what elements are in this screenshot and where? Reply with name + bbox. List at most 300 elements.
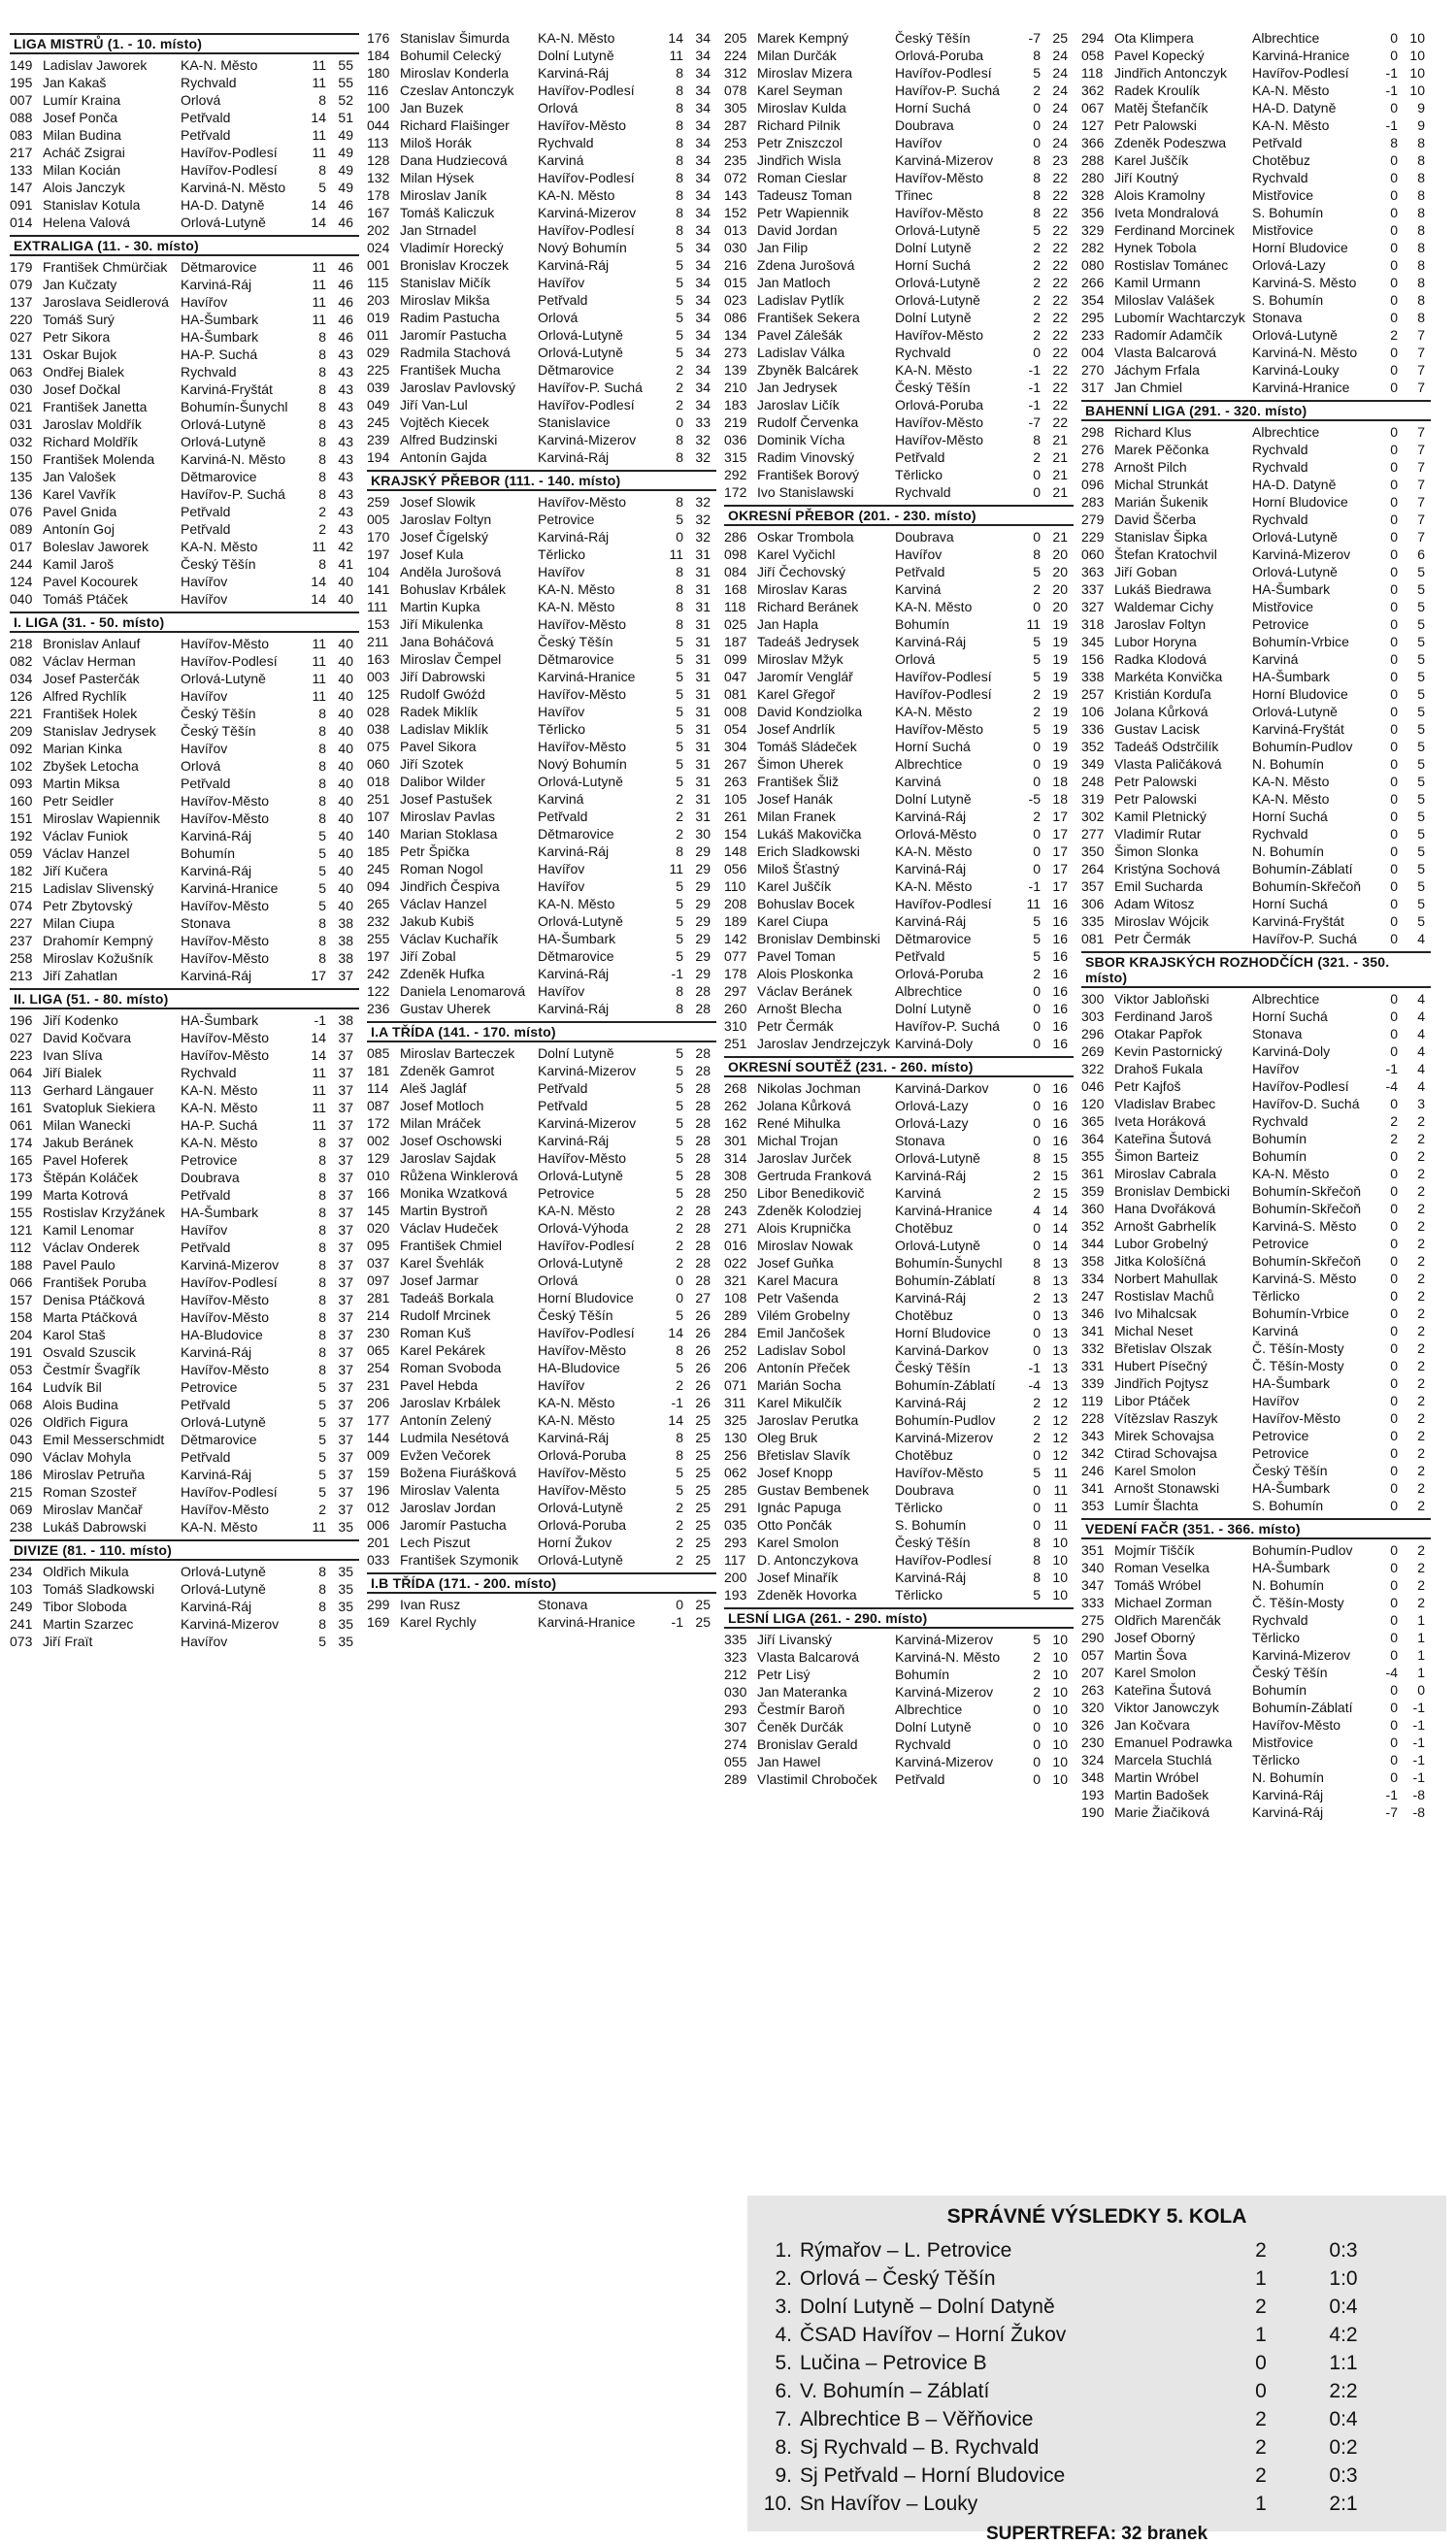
club-name: Český Těšín bbox=[538, 634, 613, 649]
club-name: Orlová-Lutyně bbox=[1252, 704, 1338, 719]
player-id: 229 bbox=[1081, 529, 1105, 545]
table-row bbox=[10, 520, 359, 538]
round-points: 0 bbox=[1390, 1008, 1398, 1024]
total-points: 28 bbox=[695, 1150, 711, 1166]
table-row bbox=[367, 64, 716, 82]
total-points: 34 bbox=[695, 65, 711, 81]
player-id: 077 bbox=[724, 948, 747, 964]
round-points: 0 bbox=[1033, 1500, 1041, 1515]
table-row bbox=[1081, 1479, 1431, 1497]
total-points: 5 bbox=[1417, 774, 1425, 789]
player-id: 124 bbox=[10, 574, 33, 589]
player-id: 003 bbox=[367, 669, 390, 684]
player-id: 302 bbox=[1081, 809, 1105, 824]
player-name: Radmila Stachová bbox=[400, 345, 511, 360]
player-name: Lukáš Dabrowski bbox=[43, 1519, 147, 1535]
table-row bbox=[1081, 1768, 1431, 1786]
player-id: 030 bbox=[724, 240, 747, 255]
club-name: Havířov bbox=[181, 1222, 228, 1238]
column-2 bbox=[367, 29, 716, 1821]
table-row bbox=[10, 144, 359, 161]
player-id: 244 bbox=[10, 556, 33, 572]
round-points: 0 bbox=[676, 1272, 683, 1288]
player-id: 332 bbox=[1081, 1340, 1105, 1356]
total-points: 5 bbox=[1417, 686, 1425, 702]
player-id: 182 bbox=[10, 863, 33, 878]
player-name: Petr Lisý bbox=[757, 1667, 811, 1682]
total-points: 18 bbox=[1052, 791, 1068, 807]
club-name: Havířov-Město bbox=[181, 793, 270, 809]
round-points: 0 bbox=[1390, 564, 1398, 579]
total-points: 46 bbox=[338, 197, 353, 213]
player-name: Václav Onderek bbox=[43, 1239, 140, 1255]
player-name: Tomáš Surý bbox=[43, 312, 115, 327]
league-section bbox=[10, 611, 359, 984]
round-points: 2 bbox=[1390, 1113, 1398, 1129]
player-name: Jaromír Pastucha bbox=[400, 327, 507, 343]
table-row bbox=[10, 346, 359, 363]
player-id: 086 bbox=[724, 310, 747, 325]
player-name: Vilém Grobelny bbox=[757, 1307, 850, 1323]
player-id: 165 bbox=[10, 1152, 33, 1168]
league-section bbox=[367, 470, 716, 1017]
player-name: Tadeusz Toman bbox=[757, 187, 852, 203]
player-name: František Šliž bbox=[757, 774, 840, 789]
player-name: Karel Švehlák bbox=[400, 1255, 484, 1271]
round-points: 14 bbox=[311, 1030, 326, 1045]
player-id: 154 bbox=[724, 826, 747, 842]
table-row bbox=[10, 1378, 359, 1396]
club-name: Havířov bbox=[895, 135, 943, 150]
club-name: Havířov-P. Suchá bbox=[895, 1018, 1000, 1034]
round-points: 0 bbox=[1390, 1445, 1398, 1461]
player-name: Norbert Mahullak bbox=[1114, 1271, 1218, 1286]
club-name: KA-N. Město bbox=[895, 878, 973, 894]
player-name: Rostislav Krzyžánek bbox=[43, 1205, 166, 1220]
total-points: 7 bbox=[1417, 477, 1425, 492]
table-row bbox=[10, 1256, 359, 1273]
player-name: Petr Zbytovský bbox=[43, 898, 133, 913]
league-section bbox=[10, 988, 359, 1536]
club-name: Petřvald bbox=[538, 292, 588, 308]
club-name: Havířov-Město bbox=[895, 205, 984, 220]
club-name: Karviná-Mizerov bbox=[538, 1063, 637, 1078]
total-points: 37 bbox=[338, 1222, 353, 1238]
player-id: 338 bbox=[1081, 669, 1105, 684]
club-name: Bohumín-Pudlov bbox=[1252, 739, 1353, 754]
results-box bbox=[747, 2196, 1446, 2544]
round-points: 5 bbox=[676, 686, 683, 702]
table-row bbox=[1081, 274, 1431, 291]
player-id: 285 bbox=[724, 1482, 747, 1498]
table-row bbox=[1081, 545, 1431, 563]
club-name: Havířov-Podlesí bbox=[1252, 65, 1349, 81]
club-name: Stonava bbox=[1252, 1026, 1303, 1041]
table-row bbox=[367, 1411, 716, 1429]
player-name: Karel Gřegoř bbox=[757, 686, 836, 702]
player-id: 289 bbox=[724, 1771, 747, 1787]
player-name: Richard Pilnik bbox=[757, 117, 841, 133]
player-name: René Mihulka bbox=[757, 1115, 841, 1131]
round-points: 14 bbox=[311, 574, 326, 589]
player-name: Ferdinand Jaroš bbox=[1114, 1008, 1213, 1024]
round-points: 8 bbox=[318, 1135, 326, 1150]
player-id: 080 bbox=[1081, 257, 1105, 273]
player-name: Miroslav Mžyk bbox=[757, 651, 844, 667]
league-section bbox=[1081, 951, 1431, 1514]
table-row bbox=[724, 1289, 1074, 1306]
player-name: Jakub Kubiš bbox=[400, 913, 475, 929]
club-name: Havířov-Podlesí bbox=[538, 222, 635, 238]
table-row bbox=[724, 930, 1074, 947]
round-points: 0 bbox=[1033, 1754, 1041, 1769]
club-name: Havířov-Město bbox=[538, 117, 627, 133]
table-row bbox=[10, 1029, 359, 1046]
club-name: Karviná-Ráj bbox=[538, 529, 610, 545]
table-row bbox=[1081, 755, 1431, 773]
table-row bbox=[367, 134, 716, 151]
total-points: 24 bbox=[1052, 117, 1068, 133]
club-name: KA-N. Město bbox=[538, 599, 615, 614]
club-name: Havířov bbox=[181, 574, 228, 589]
player-name: Martin Kupka bbox=[400, 599, 480, 614]
table-row bbox=[1081, 1322, 1431, 1339]
club-name: KA-N. Město bbox=[895, 704, 973, 719]
club-name: Karviná-Ráj bbox=[1252, 1804, 1324, 1820]
result-row bbox=[757, 2433, 1437, 2462]
table-row bbox=[1081, 790, 1431, 808]
club-name: Orlová-Lutyně bbox=[538, 774, 623, 789]
table-row bbox=[10, 670, 359, 687]
round-points: 8 bbox=[318, 1564, 326, 1579]
player-id: 061 bbox=[10, 1117, 33, 1133]
player-id: 021 bbox=[10, 399, 33, 414]
round-points: 5 bbox=[676, 1063, 683, 1078]
table-row bbox=[724, 1464, 1074, 1481]
total-points: 51 bbox=[338, 110, 353, 125]
player-name: Jiří Kodenko bbox=[43, 1012, 118, 1028]
total-points: 2 bbox=[1417, 1480, 1425, 1496]
total-points: 23 bbox=[1052, 152, 1068, 168]
player-id: 253 bbox=[724, 135, 747, 150]
player-name: Marian Stoklasa bbox=[400, 826, 498, 842]
round-points: 0 bbox=[1390, 1236, 1398, 1251]
player-id: 027 bbox=[10, 1030, 33, 1045]
club-name: Rychvald bbox=[1252, 442, 1308, 457]
player-id: 135 bbox=[10, 469, 33, 484]
player-name: Gerhard Längauer bbox=[43, 1082, 154, 1098]
round-points: 8 bbox=[318, 1292, 326, 1307]
total-points: 28 bbox=[695, 1001, 711, 1016]
player-name: Vladimír Horecký bbox=[400, 240, 504, 255]
round-points: 0 bbox=[1390, 512, 1398, 527]
table-row bbox=[724, 1446, 1074, 1464]
table-row bbox=[10, 1598, 359, 1615]
round-points: 2 bbox=[676, 1220, 683, 1236]
round-points: 0 bbox=[1033, 1238, 1041, 1253]
player-name: Kamil Urmann bbox=[1114, 275, 1201, 290]
total-points: 0 bbox=[1417, 1682, 1425, 1698]
round-points: 2 bbox=[1033, 83, 1041, 98]
player-id: 259 bbox=[367, 494, 390, 510]
result-match: ČSAD Havířov – Horní Žukov bbox=[800, 2323, 1067, 2346]
total-points: 2 bbox=[1417, 1306, 1425, 1321]
round-points: 8 bbox=[676, 187, 683, 203]
result-number: 6. bbox=[775, 2379, 792, 2402]
player-id: 097 bbox=[367, 1272, 390, 1288]
club-name: Karviná-Ráj bbox=[895, 913, 967, 929]
table-row bbox=[1081, 1374, 1431, 1392]
player-id: 043 bbox=[10, 1432, 33, 1447]
player-id: 047 bbox=[724, 669, 747, 684]
round-points: 2 bbox=[1033, 275, 1041, 290]
league-title: OKRESNÍ PŘEBOR (201. - 230. místo) bbox=[724, 505, 1074, 526]
player-id: 005 bbox=[367, 512, 390, 527]
club-name: Karviná-Ráj bbox=[181, 828, 252, 843]
total-points: 40 bbox=[338, 723, 353, 739]
player-name: Karel Smolon bbox=[1114, 1463, 1197, 1478]
table-row bbox=[1081, 703, 1431, 720]
total-points: 38 bbox=[338, 933, 353, 948]
total-points: 28 bbox=[695, 1063, 711, 1078]
round-points: 11 bbox=[312, 1100, 326, 1115]
table-row bbox=[367, 1429, 716, 1446]
total-points: 40 bbox=[338, 810, 353, 826]
player-id: 219 bbox=[724, 414, 747, 430]
round-points: 5 bbox=[676, 275, 683, 290]
league-section bbox=[367, 1021, 716, 1569]
round-points: 11 bbox=[312, 57, 326, 73]
club-name: Karviná-Ráj bbox=[181, 277, 252, 292]
total-points: 2 bbox=[1417, 1542, 1425, 1558]
round-points: 2 bbox=[1390, 327, 1398, 343]
table-row bbox=[367, 843, 716, 860]
table-row bbox=[10, 1466, 359, 1483]
club-name: Těrlicko bbox=[538, 546, 586, 562]
league-section bbox=[724, 505, 1074, 1052]
player-name: Ladislav Slivenský bbox=[43, 880, 154, 896]
table-row bbox=[10, 949, 359, 967]
club-name: Havířov bbox=[181, 741, 228, 756]
club-name: Petřvald bbox=[1252, 135, 1303, 150]
total-points: 26 bbox=[695, 1325, 711, 1340]
round-points: 0 bbox=[1033, 756, 1041, 772]
result-number: 3. bbox=[775, 2295, 792, 2318]
player-name: Gustav Bembenek bbox=[757, 1482, 870, 1498]
table-row bbox=[367, 1394, 716, 1411]
player-id: 320 bbox=[1081, 1700, 1105, 1715]
player-name: Petr Seidler bbox=[43, 793, 115, 809]
club-name: Havířov-Město bbox=[181, 950, 270, 966]
player-name: Miroslav Barteczek bbox=[400, 1045, 515, 1061]
club-name: HA-Šumbark bbox=[538, 931, 616, 946]
player-name: Josef Jarmar bbox=[400, 1272, 479, 1288]
player-id: 246 bbox=[1081, 1463, 1105, 1478]
player-id: 066 bbox=[10, 1274, 33, 1290]
total-points: 37 bbox=[338, 1030, 353, 1045]
player-id: 125 bbox=[367, 686, 390, 702]
player-name: Bronislav Kroczek bbox=[400, 257, 510, 273]
table-row bbox=[724, 1359, 1074, 1376]
total-points: 25 bbox=[1052, 30, 1068, 46]
total-points: 31 bbox=[695, 704, 711, 719]
club-name: Havířov-Město bbox=[538, 686, 627, 702]
round-points: 0 bbox=[1390, 913, 1398, 929]
club-name: Mistřovice bbox=[1252, 1735, 1314, 1750]
player-id: 359 bbox=[1081, 1183, 1105, 1199]
table-row bbox=[10, 485, 359, 503]
total-points: 34 bbox=[695, 362, 711, 378]
club-name: Orlová-Lutyně bbox=[895, 1238, 980, 1253]
total-points: 2 bbox=[1417, 1271, 1425, 1286]
club-name: Orlová-Poruba bbox=[538, 1447, 627, 1463]
round-points: 0 bbox=[676, 1597, 683, 1612]
total-points: 24 bbox=[1052, 48, 1068, 63]
round-points: 5 bbox=[676, 756, 683, 772]
table-row bbox=[724, 580, 1074, 598]
table-row bbox=[367, 738, 716, 755]
table-row bbox=[724, 448, 1074, 466]
table-row bbox=[367, 1202, 716, 1219]
player-name: Miroslav Petruňa bbox=[43, 1467, 146, 1482]
table-row bbox=[10, 1011, 359, 1029]
player-name: Marian Kinka bbox=[43, 741, 122, 756]
player-id: 114 bbox=[367, 1080, 389, 1096]
total-points: 55 bbox=[338, 57, 353, 73]
table-row bbox=[10, 91, 359, 109]
table-row bbox=[10, 1501, 359, 1518]
player-name: Miroslav Cabrala bbox=[1114, 1166, 1217, 1181]
club-name: Stonava bbox=[895, 1133, 945, 1148]
club-name: Bohumín bbox=[895, 1667, 950, 1682]
total-points: 16 bbox=[1052, 913, 1068, 929]
total-points: 5 bbox=[1417, 564, 1425, 579]
player-name: Milan Budina bbox=[43, 127, 121, 143]
table-row bbox=[10, 897, 359, 914]
round-points: 5 bbox=[318, 1414, 326, 1430]
result-score: 0:2 bbox=[1329, 2435, 1358, 2459]
table-row bbox=[724, 1254, 1074, 1272]
round-points: 0 bbox=[1390, 380, 1398, 395]
total-points: 31 bbox=[695, 774, 711, 789]
player-id: 209 bbox=[10, 723, 33, 739]
club-name: KA-N. Město bbox=[895, 599, 973, 614]
table-row bbox=[367, 598, 716, 615]
total-points: 31 bbox=[695, 651, 711, 667]
total-points: 15 bbox=[1052, 1185, 1068, 1201]
club-name: Petrovice bbox=[1252, 1445, 1309, 1461]
player-id: 071 bbox=[724, 1377, 747, 1393]
total-points: 28 bbox=[695, 1185, 711, 1201]
player-name: Drahomír Kempný bbox=[43, 933, 153, 948]
player-id: 176 bbox=[367, 30, 390, 46]
player-id: 328 bbox=[1081, 187, 1105, 203]
table-row bbox=[367, 1132, 716, 1149]
result-row bbox=[757, 2264, 1437, 2293]
total-points: 46 bbox=[338, 329, 353, 345]
club-name: Havířov-Podlesí bbox=[895, 669, 992, 684]
round-points: 5 bbox=[318, 898, 326, 913]
round-points: 5 bbox=[676, 240, 683, 255]
league-title: I.B TŘÍDA (171. - 200. místo) bbox=[367, 1572, 716, 1594]
total-points: 5 bbox=[1417, 599, 1425, 614]
table-row bbox=[724, 598, 1074, 615]
club-name: Petřvald bbox=[181, 521, 231, 537]
club-name: Rychvald bbox=[538, 135, 594, 150]
club-name: Orlová-Lutyně bbox=[538, 1500, 623, 1515]
player-name: Jaroslav Foltyn bbox=[1114, 616, 1207, 632]
round-points: 8 bbox=[318, 1581, 326, 1597]
round-points: -1 bbox=[1385, 1787, 1398, 1802]
player-id: 088 bbox=[10, 110, 33, 125]
player-name: Martin Šova bbox=[1114, 1647, 1187, 1663]
round-points: 0 bbox=[1390, 1026, 1398, 1041]
player-id: 012 bbox=[367, 1500, 390, 1515]
club-name: Dětmarovice bbox=[538, 362, 614, 378]
total-points: 33 bbox=[695, 414, 711, 430]
player-id: 122 bbox=[367, 983, 390, 999]
round-points: 0 bbox=[1390, 1393, 1398, 1408]
round-points: 0 bbox=[1390, 634, 1398, 649]
player-name: Ignác Papuga bbox=[757, 1500, 842, 1515]
result-number: 1. bbox=[775, 2238, 792, 2262]
round-points: 0 bbox=[1390, 704, 1398, 719]
player-id: 183 bbox=[724, 397, 747, 413]
table-row bbox=[10, 844, 359, 862]
round-points: 8 bbox=[318, 92, 326, 108]
total-points: 35 bbox=[338, 1564, 353, 1579]
player-id: 127 bbox=[1081, 117, 1105, 133]
table-row bbox=[724, 1097, 1074, 1114]
player-id: 267 bbox=[724, 756, 747, 772]
player-name: Boleslav Jaworek bbox=[43, 539, 149, 554]
player-id: 288 bbox=[1081, 152, 1105, 168]
club-name: Karviná-Ráj bbox=[895, 809, 967, 824]
player-id: 024 bbox=[367, 240, 390, 255]
player-name: Nikolas Jochman bbox=[757, 1080, 861, 1096]
total-points: 25 bbox=[695, 1500, 711, 1515]
club-name: Chotěbuz bbox=[895, 1220, 953, 1236]
result-score: 1:0 bbox=[1329, 2266, 1358, 2290]
total-points: 8 bbox=[1417, 292, 1425, 308]
club-name: Havířov-Město bbox=[181, 1309, 270, 1325]
player-id: 260 bbox=[724, 1001, 747, 1016]
table-row bbox=[1081, 1699, 1431, 1716]
player-id: 147 bbox=[10, 180, 33, 195]
player-id: 203 bbox=[367, 292, 390, 308]
player-id: 311 bbox=[724, 1395, 746, 1410]
player-id: 082 bbox=[10, 653, 33, 669]
player-name: Oskar Trombola bbox=[757, 529, 854, 545]
player-name: David Kočvara bbox=[43, 1030, 132, 1045]
round-points: 14 bbox=[668, 1325, 683, 1340]
player-id: 055 bbox=[724, 1754, 747, 1769]
table-row bbox=[10, 914, 359, 932]
player-id: 212 bbox=[724, 1667, 747, 1682]
total-points: 34 bbox=[695, 275, 711, 290]
league-title: II. LIGA (51. - 80. místo) bbox=[10, 988, 359, 1009]
player-id: 265 bbox=[367, 896, 390, 911]
player-id: 076 bbox=[10, 504, 33, 519]
club-name: HA-Šumbark bbox=[181, 312, 259, 327]
round-points: 8 bbox=[318, 810, 326, 826]
round-points: 0 bbox=[1033, 467, 1041, 482]
total-points: 5 bbox=[1417, 651, 1425, 667]
club-name: Karviná-Ráj bbox=[895, 634, 967, 649]
round-points: 8 bbox=[318, 416, 326, 432]
results-list bbox=[757, 2236, 1437, 2518]
table-row bbox=[724, 64, 1074, 82]
